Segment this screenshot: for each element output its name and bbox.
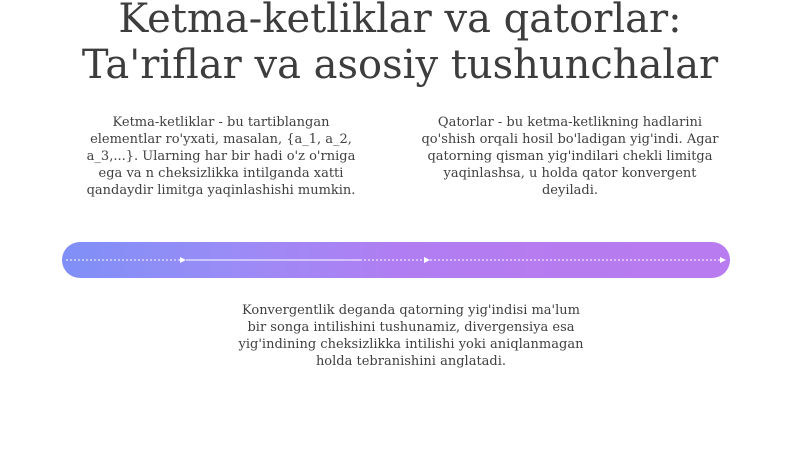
sequences-definition-text: Ketma-ketliklar - bu tartiblangan elementlar ro'yxati, masalan, {a_1, a_2, a_3,...}. Ularning har bir hadi o'z o'rniga ega va n cheksizlikka intilganda xatti qandaydir limitga yaqinlashishi mumkin. xyxy=(86,115,356,198)
timeline-arrows xyxy=(62,242,730,278)
title-line-1: Ketma-ketliklar va qatorlar: xyxy=(118,0,682,42)
timeline-arrow-3-icon xyxy=(720,257,726,263)
title-line-2: Ta'riflar va asosiy tushunchalar xyxy=(81,42,719,88)
convergence-explanation-text: Konvergentlik deganda qatorning yig'indisi ma'lum bir songa intilishini tushunamiz, divergensiya esa yig'indining cheksizlikka intilishi yoki aniqlanmagan holda tebranishini anglatadi. xyxy=(238,303,584,369)
series-definition-text: Qatorlar - bu ketma-ketlikning hadlarini qo'shish orqali hosil bo'ladigan yig'indi. Agar qatorning qisman yig'indilari chekli limitga yaqinlashsa, u holda qator konvergent deyiladi. xyxy=(421,115,719,198)
timeline-bar xyxy=(62,242,730,278)
timeline-arrow-1-icon xyxy=(180,257,186,263)
page-title xyxy=(0,0,800,88)
timeline-arrow-2-icon xyxy=(424,257,430,263)
